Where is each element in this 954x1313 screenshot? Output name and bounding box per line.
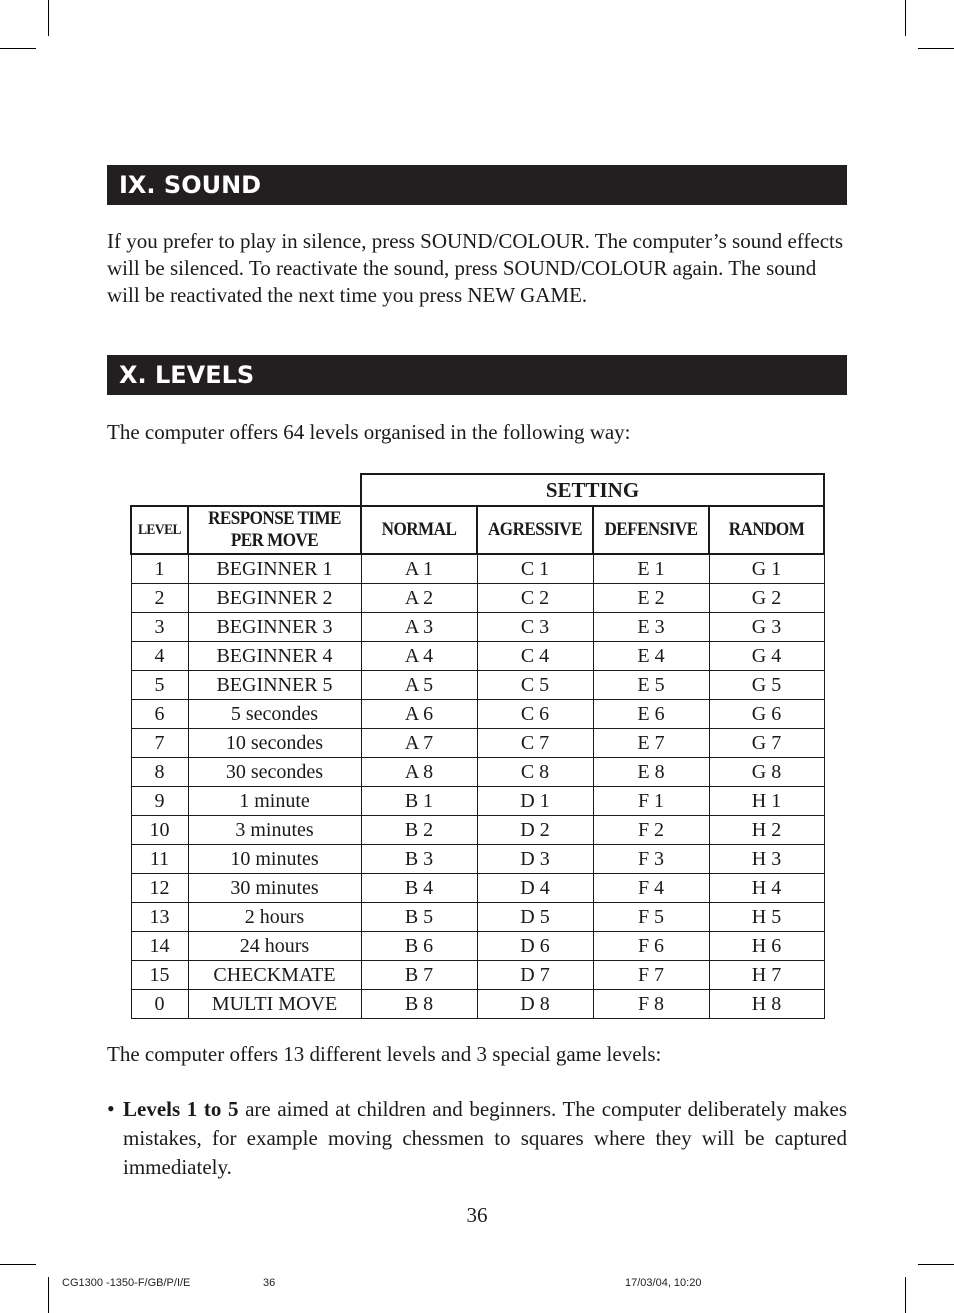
table-row — [131, 700, 824, 729]
level-column-header: LEVEL — [134, 506, 185, 554]
normal-cell: B 6 — [361, 932, 477, 961]
defensive-cell: E 5 — [593, 671, 709, 700]
random-cell: H 8 — [709, 990, 824, 1019]
random-cell: G 8 — [709, 758, 824, 787]
table-row — [131, 642, 824, 671]
level-cell: 9 — [131, 787, 188, 816]
levels-section-heading: X. LEVELS — [107, 355, 847, 395]
agressive-cell: D 8 — [477, 990, 593, 1019]
normal-cell: B 1 — [361, 787, 477, 816]
normal-cell: B 2 — [361, 816, 477, 845]
bullet-bold-lead: Levels 1 to 5 — [123, 1097, 239, 1121]
agressive-cell: D 7 — [477, 961, 593, 990]
response-time-cell: BEGINNER 5 — [188, 671, 361, 700]
agressive-cell: C 2 — [477, 584, 593, 613]
crop-mark — [0, 1264, 36, 1265]
sound-paragraph: If you prefer to play in silence, press SOUND/COLOUR. The computer’s sound effects will be silenced. To reactivate the sound, press SOUND/COLOUR again. The sound will be reactivated the next time you press NEW GAME. — [107, 229, 844, 307]
random-cell: H 4 — [709, 874, 824, 903]
random-cell: G 5 — [709, 671, 824, 700]
normal-cell: B 5 — [361, 903, 477, 932]
normal-cell: B 8 — [361, 990, 477, 1019]
agressive-cell: D 4 — [477, 874, 593, 903]
table-row — [131, 613, 824, 642]
defensive-cell: F 8 — [593, 990, 709, 1019]
normal-cell: B 7 — [361, 961, 477, 990]
agressive-cell: D 5 — [477, 903, 593, 932]
level-cell: 12 — [131, 874, 188, 903]
response-time-cell: CHECKMATE — [188, 961, 361, 990]
normal-cell: A 7 — [361, 729, 477, 758]
agressive-cell: C 3 — [477, 613, 593, 642]
response-time-cell: 30 minutes — [188, 874, 361, 903]
random-cell: G 2 — [709, 584, 824, 613]
random-cell: H 1 — [709, 787, 824, 816]
defensive-cell: F 3 — [593, 845, 709, 874]
bullet-marker: • — [107, 1096, 115, 1121]
crop-mark — [918, 1264, 954, 1265]
level-cell: 10 — [131, 816, 188, 845]
level-cell: 2 — [131, 584, 188, 613]
defensive-column-header: DEFENSIVE — [599, 506, 703, 554]
defensive-cell: E 3 — [593, 613, 709, 642]
defensive-cell: F 7 — [593, 961, 709, 990]
table-corner — [131, 474, 361, 506]
page-number: 36 — [466, 1203, 488, 1227]
level-cell: 4 — [131, 642, 188, 671]
normal-cell: A 6 — [361, 700, 477, 729]
random-cell: G 6 — [709, 700, 824, 729]
table-row — [131, 932, 824, 961]
normal-cell: A 1 — [361, 554, 477, 584]
defensive-cell: E 1 — [593, 554, 709, 584]
crop-mark — [905, 0, 906, 36]
table-row — [131, 816, 824, 845]
response-time-cell: 2 hours — [188, 903, 361, 932]
normal-column-header: NORMAL — [367, 506, 471, 554]
table-row — [131, 845, 824, 874]
normal-cell: B 3 — [361, 845, 477, 874]
level-cell: 5 — [131, 671, 188, 700]
table-row — [131, 584, 824, 613]
response-time-cell: BEGINNER 3 — [188, 613, 361, 642]
crop-mark — [918, 48, 954, 49]
agressive-cell: D 1 — [477, 787, 593, 816]
levels-summary: The computer offers 13 different levels and 3 special game levels: — [107, 1042, 662, 1066]
agressive-cell: D 2 — [477, 816, 593, 845]
defensive-cell: F 4 — [593, 874, 709, 903]
normal-cell: A 5 — [361, 671, 477, 700]
footer-timestamp: 17/03/04, 10:20 — [625, 1277, 702, 1289]
normal-cell: B 4 — [361, 874, 477, 903]
agressive-cell: D 3 — [477, 845, 593, 874]
level-cell: 6 — [131, 700, 188, 729]
level-cell: 7 — [131, 729, 188, 758]
defensive-cell: F 6 — [593, 932, 709, 961]
sound-section-heading: IX. SOUND — [107, 165, 847, 205]
random-column-header: RANDOM — [715, 506, 819, 554]
levels-intro: The computer offers 64 levels organised in the following way: — [107, 420, 631, 444]
response-time-cell: 10 minutes — [188, 845, 361, 874]
table-row — [131, 729, 824, 758]
level-cell: 8 — [131, 758, 188, 787]
response-time-cell: 1 minute — [188, 787, 361, 816]
random-cell: G 1 — [709, 554, 824, 584]
bullet-levels-1-to-5 — [123, 1095, 847, 1182]
crop-mark — [0, 48, 36, 49]
normal-cell: A 2 — [361, 584, 477, 613]
response-time-cell: 24 hours — [188, 932, 361, 961]
setting-header: SETTING — [361, 474, 824, 506]
random-cell: H 3 — [709, 845, 824, 874]
random-cell: H 2 — [709, 816, 824, 845]
defensive-cell: E 6 — [593, 700, 709, 729]
response-time-cell: 10 secondes — [188, 729, 361, 758]
agressive-column-header: AGRESSIVE — [483, 506, 587, 554]
agressive-cell: C 4 — [477, 642, 593, 671]
defensive-cell: E 8 — [593, 758, 709, 787]
table-row — [131, 990, 824, 1019]
response-time-cell: 5 secondes — [188, 700, 361, 729]
normal-cell: A 8 — [361, 758, 477, 787]
level-cell: 14 — [131, 932, 188, 961]
levels-table — [130, 473, 825, 1019]
defensive-cell: F 2 — [593, 816, 709, 845]
agressive-cell: C 7 — [477, 729, 593, 758]
level-cell: 11 — [131, 845, 188, 874]
table-row — [131, 554, 824, 584]
agressive-cell: C 5 — [477, 671, 593, 700]
response-time-column-header — [197, 506, 353, 554]
defensive-cell: F 1 — [593, 787, 709, 816]
crop-mark — [48, 1277, 49, 1313]
response-time-cell: 3 minutes — [188, 816, 361, 845]
defensive-cell: E 4 — [593, 642, 709, 671]
response-time-cell: MULTI MOVE — [188, 990, 361, 1019]
level-cell: 3 — [131, 613, 188, 642]
level-cell: 13 — [131, 903, 188, 932]
response-time-header-line2: PER MOVE — [230, 530, 319, 551]
footer-page: 36 — [263, 1277, 276, 1289]
table-row — [131, 903, 824, 932]
defensive-cell: F 5 — [593, 903, 709, 932]
bullet-body: are aimed at children and beginners. The computer deliberately makes mistakes, for example moving chessmen to squares where they will be captured immediately. — [123, 1097, 848, 1179]
agressive-cell: C 1 — [477, 554, 593, 584]
level-cell: 1 — [131, 554, 188, 584]
crop-mark — [48, 0, 49, 36]
response-time-cell: 30 secondes — [188, 758, 361, 787]
table-row — [131, 961, 824, 990]
level-cell: 15 — [131, 961, 188, 990]
defensive-cell: E 7 — [593, 729, 709, 758]
table-row — [131, 758, 824, 787]
normal-cell: A 4 — [361, 642, 477, 671]
agressive-cell: C 6 — [477, 700, 593, 729]
random-cell: G 4 — [709, 642, 824, 671]
response-time-cell: BEGINNER 1 — [188, 554, 361, 584]
random-cell: G 7 — [709, 729, 824, 758]
response-time-cell: BEGINNER 2 — [188, 584, 361, 613]
level-cell: 0 — [131, 990, 188, 1019]
random-cell: G 3 — [709, 613, 824, 642]
crop-mark — [905, 1277, 906, 1313]
defensive-cell: E 2 — [593, 584, 709, 613]
agressive-cell: D 6 — [477, 932, 593, 961]
table-row — [131, 671, 824, 700]
footer-code: CG1300 -1350-F/GB/P/I/E — [62, 1277, 191, 1289]
response-time-cell: BEGINNER 4 — [188, 642, 361, 671]
table-row — [131, 874, 824, 903]
random-cell: H 5 — [709, 903, 824, 932]
normal-cell: A 3 — [361, 613, 477, 642]
agressive-cell: C 8 — [477, 758, 593, 787]
response-time-header-line1: RESPONSE TIME — [208, 508, 341, 529]
random-cell: H 6 — [709, 932, 824, 961]
table-row — [131, 787, 824, 816]
random-cell: H 7 — [709, 961, 824, 990]
